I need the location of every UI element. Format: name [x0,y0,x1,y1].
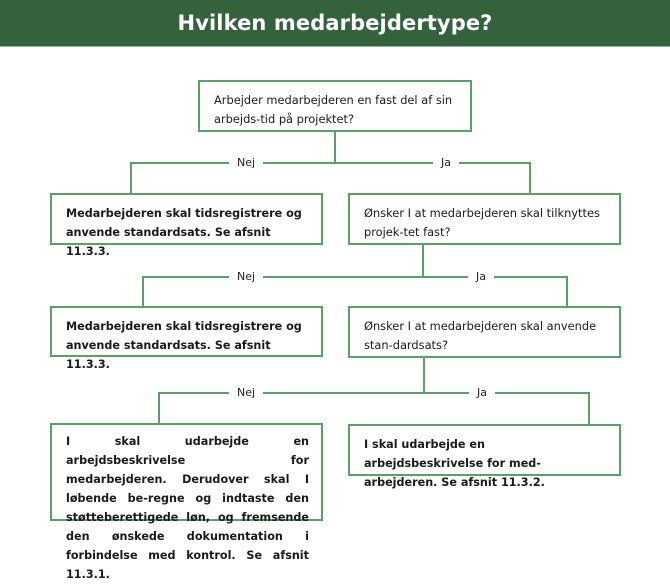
level2-no-result-text: Medarbejderen skal tidsregistrere og anvende standardsats. Se afsnit 11.3.3. [66,320,302,371]
level2-yes-question-text: Ønsker I at medarbejderen skal anvende stan-dardsats? [364,319,597,352]
level3-no-result-box [50,423,323,581]
connector-level2-right-down [566,276,568,307]
level3-yes-label: Ja [469,386,495,400]
connector-level3-right-down [588,392,590,424]
connector-level3-horizontal [158,392,590,394]
level3-no-result-text: I skal udarbejde en arbejdsbeskrivelse for medarbejderen. Derudover skal I løbende be-regne og indtaste den støtteberettigede løn, og fremsende den ønskede dokumentation i forbindelse med kontrol. Se afsnit 11.3.1. [66,435,309,581]
level1-no-result-text: Medarbejderen skal tidsregistrere og anvende standardsats. Se afsnit 11.3.3. [66,207,302,258]
connector-level1-right-down [529,162,531,194]
level1-yes-question-box [348,193,621,245]
connector-level2-yes-down [423,357,425,394]
page-title: Hvilken medarbejdertype? [177,11,493,35]
level2-yes-label: Ja [468,270,494,284]
connector-level1-left-down [130,162,132,194]
level1-no-result-box [50,193,323,258]
root-question-text: Arbejder medarbejderen en fast del af sin arbejds-tid på projektet? [214,93,453,126]
connector-level3-left-down [158,392,160,424]
connector-level2-horizontal [142,276,568,278]
connector-level1-horizontal [130,162,531,164]
root-question-box [198,80,472,132]
level1-yes-question-text: Ønsker I at medarbejderen skal tilknyttes projek-tet fast? [364,206,600,239]
level2-no-label: Nej [229,270,263,284]
level2-no-result-box [50,306,323,371]
level2-yes-question-box [348,306,621,358]
level3-no-label: Nej [229,386,263,400]
header-banner [0,0,670,47]
connector-root-down [334,131,336,164]
connector-level2-left-down [142,276,144,307]
level3-yes-result-box [348,424,621,489]
connector-level1-yes-down [422,244,424,278]
level1-no-label: Nej [229,156,263,170]
level1-yes-label: Ja [433,156,459,170]
level3-yes-result-text: I skal udarbejde en arbejdsbeskrivelse for med-arbejderen. Se afsnit 11.3.2. [364,438,545,489]
